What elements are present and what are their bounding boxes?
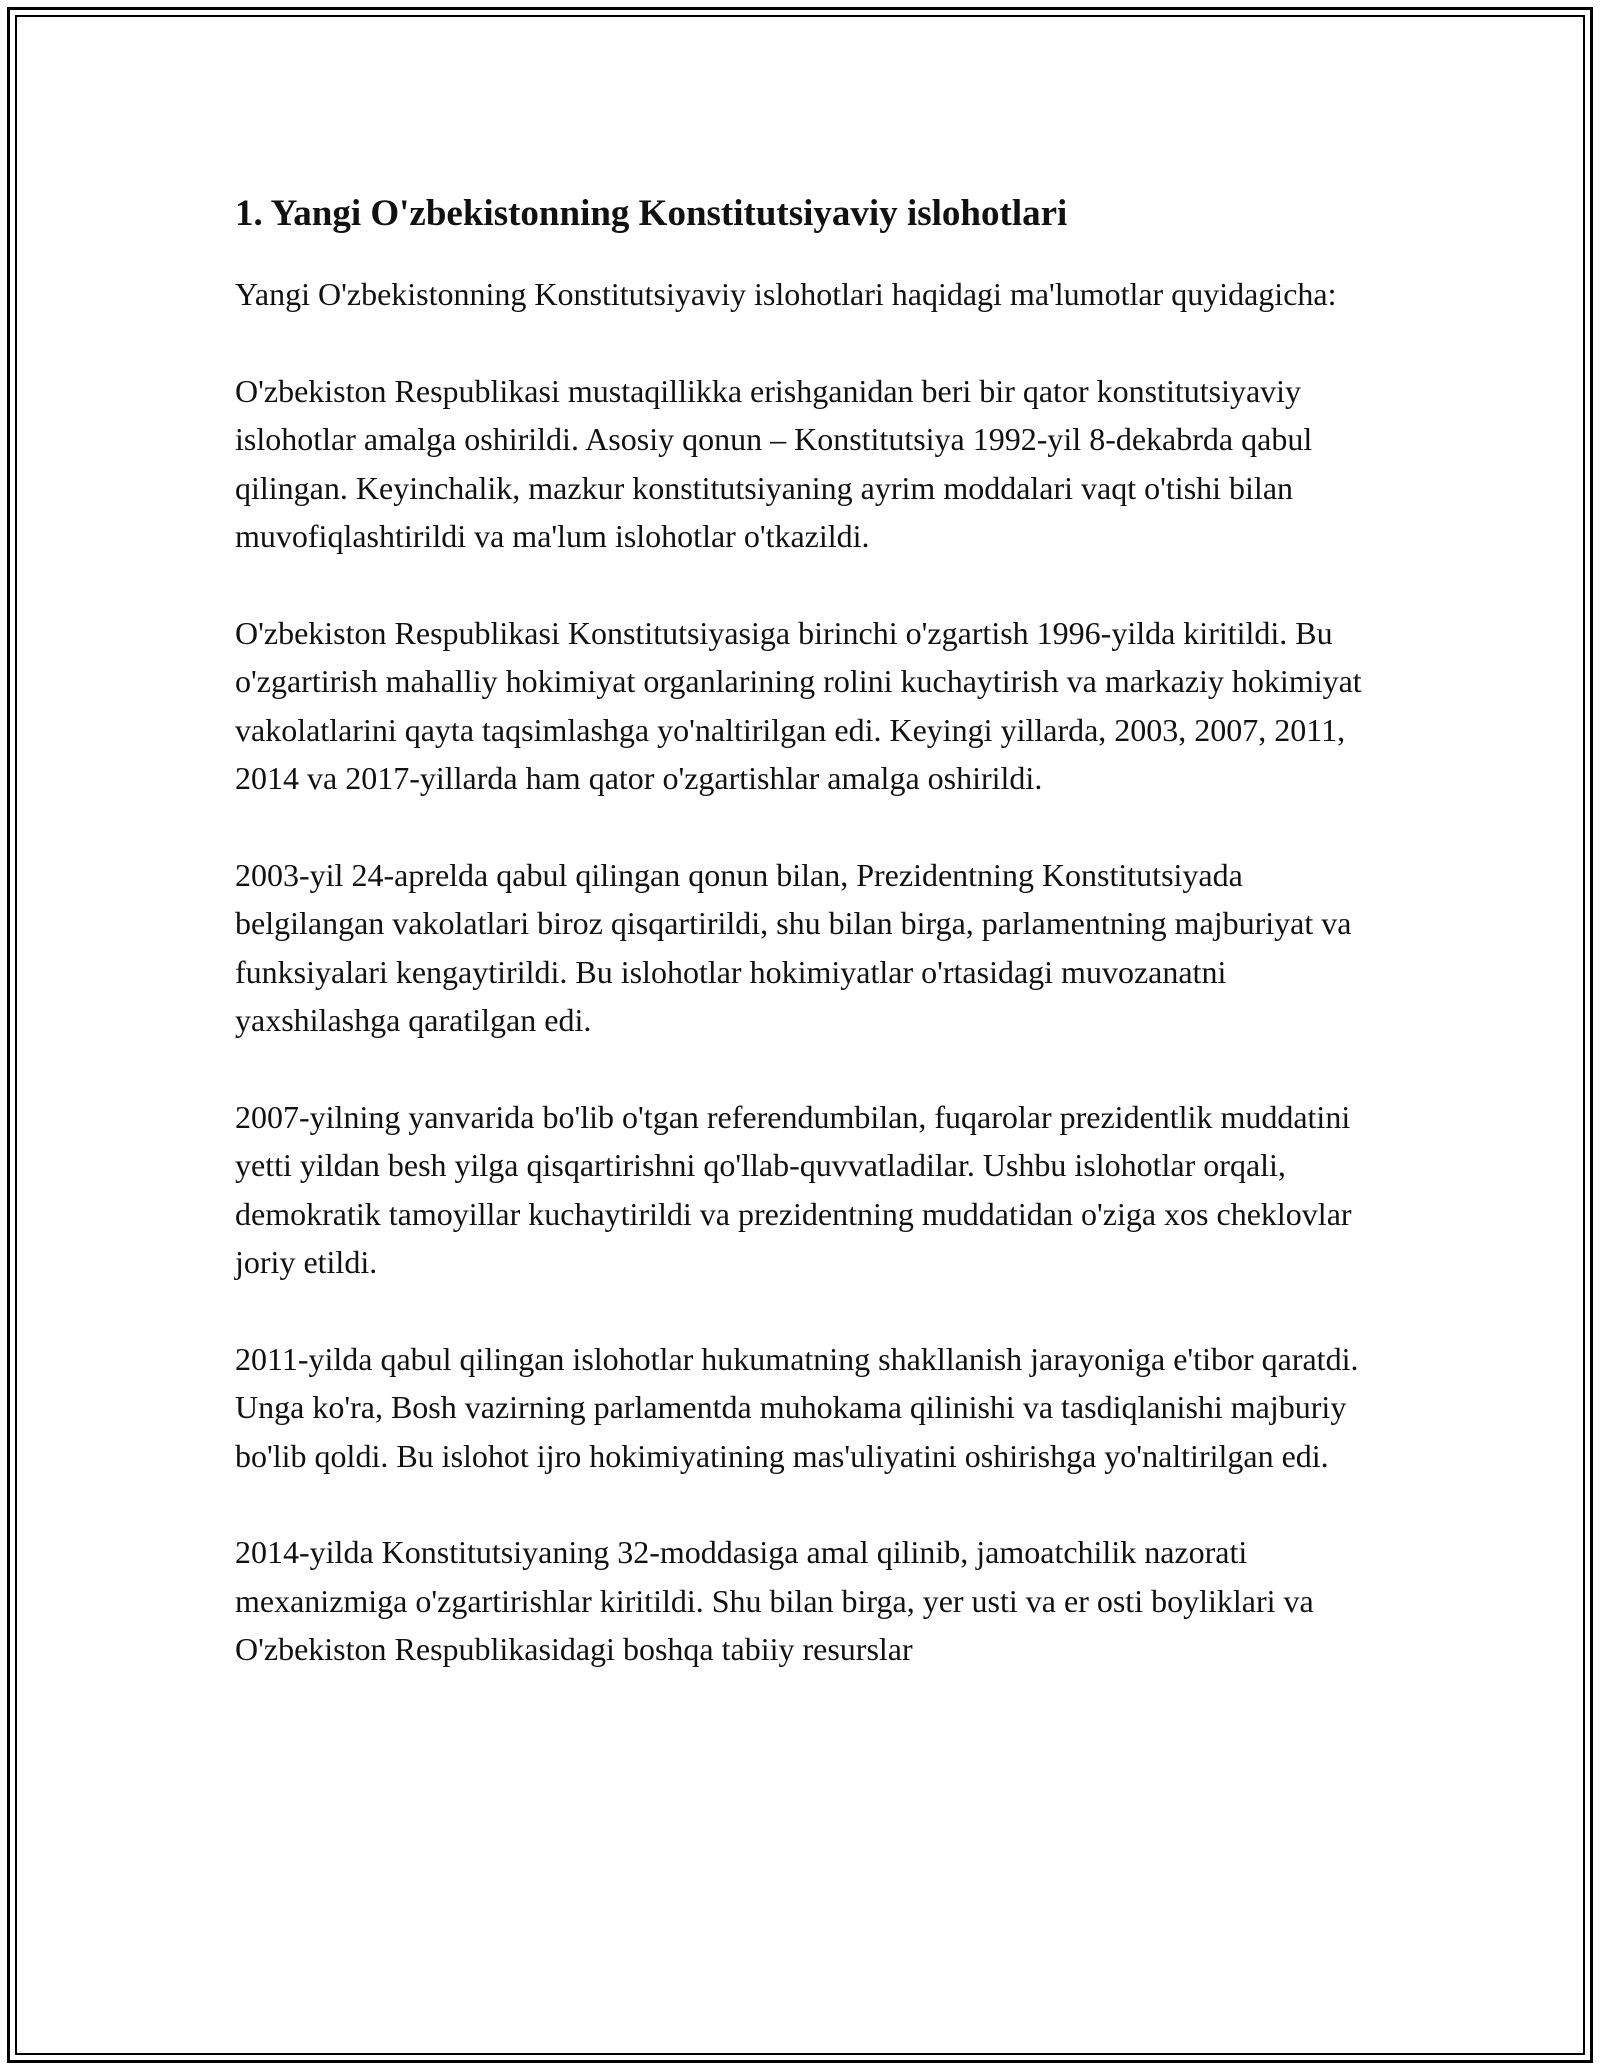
paragraph-independence-reforms: O'zbekiston Respublikasi mustaqillikka erishganidan beri bir qator konstitutsiyaviy islohotlar amalga oshirildi. Asosiy qonun – Konstitutsiya 1992-yil 8-dekabrda qabul qilingan. Keyinchalik, mazkur konstitutsiyaning ayrim moddalari vaqt o'tishi bilan muvofiqlashtirildi va ma'lum islohotlar o'tkazildi. xyxy=(235,372,1313,554)
intro-paragraph: Yangi O'zbekistonning Konstitutsiyaviy islohotlari haqidagi ma'lumotlar quyidagicha: xyxy=(235,276,1337,312)
paragraph-2011-reforms: 2011-yilda qabul qilingan islohotlar hukumatning shakllanish jarayoniga e'tibor qaratdi. Unga ko'ra, Bosh vazirning parlamentda muhokama qilinishi va tasdiqlanishi majburiy bo'lib qoldi. Bu islohot ijro hokimiyatining mas'uliyatini oshirishga yo'naltirilgan edi. xyxy=(235,1340,1359,1474)
paragraph-2014-reforms: 2014-yilda Konstitutsiyaning 32-moddasiga amal qilinib, jamoatchilik nazorati mexanizmiga o'zgartirishlar kiritildi. Shu bilan birga, yer usti va er osti boyliklari va O'zbekiston Respublikasidagi boshqa tabiiy resurslar xyxy=(235,1534,1314,1667)
paragraph-1996-amendment: O'zbekiston Respublikasi Konstitutsiyasiga birinchi o'zgartish 1996-yilda kiritildi. Bu o'zgartirish mahalliy hokimiyat organlarining rolini kuchaytirish va markaziy hokimiyat vakolatlarini qayta taqsimlashga yo'naltirilgan edi. Keyingi yillarda, 2003, 2007, 2011, 2014 va 2017-yillarda ham qator o'zgartishlar amalga oshirildi. xyxy=(235,614,1362,796)
paragraph-2007-referendum: 2007-yilning yanvarida bo'lib o'tgan referendumbilan, fuqarolar prezidentlik muddatini yetti yildan besh yilga qisqartirishni qo'llab-quvvatladilar. Ushbu islohotlar orqali, demokratik tamoyillar kuchaytirildi va prezidentning muddatidan o'ziga xos cheklovlar joriy etildi. xyxy=(235,1098,1352,1280)
paragraph-2003-law: 2003-yil 24-aprelda qabul qilingan qonun bilan, Prezidentning Konstitutsiyada belgilangan vakolatlari biroz qisqartirildi, shu bilan birga, parlamentning majburiyat va funksiyalari kengaytirildi. Bu islohotlar hokimiyatlar o'rtasidagi muvozanatni yaxshilashga qaratilgan edi. xyxy=(235,856,1352,1038)
document-title: 1. Yangi O'zbekistonning Konstitutsiyaviy islohotlari xyxy=(235,193,1068,234)
document-body xyxy=(235,188,1375,1722)
